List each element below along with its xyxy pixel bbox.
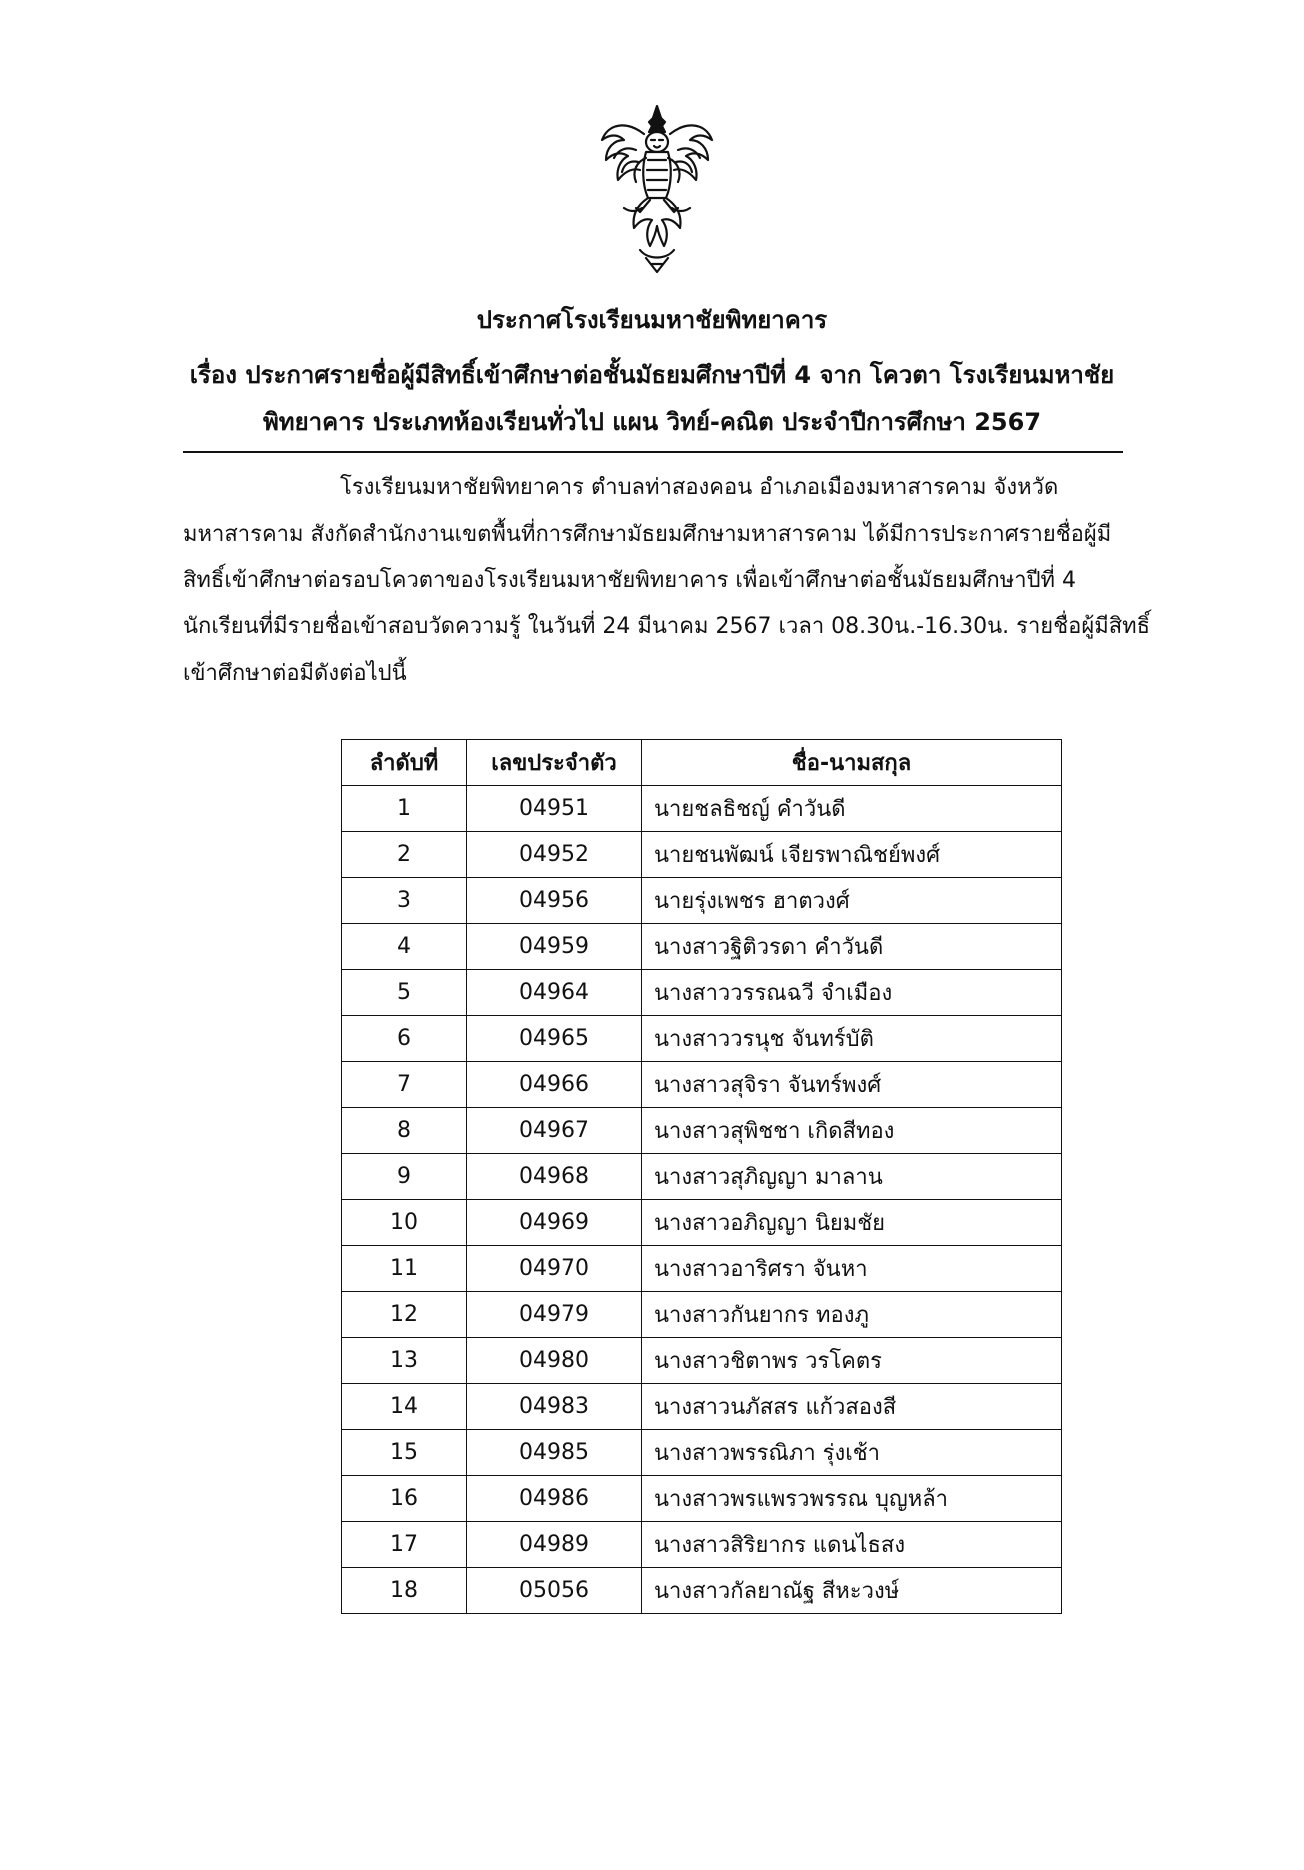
cell-order: 6 (342, 1016, 467, 1062)
column-header-student-id: เลขประจำตัว (467, 740, 642, 786)
cell-student-id: 04970 (467, 1246, 642, 1292)
cell-full-name: นางสาวพรรณิภา รุ่งเช้า (642, 1430, 1062, 1476)
announcement-title: ประกาศโรงเรียนมหาชัยพิทยาคาร (476, 306, 828, 334)
body-paragraph-line: มหาสารคาม สังกัดสำนักงานเขตพื้นที่การศึกษามัธยมศึกษามหาสารคาม ได้มีการประกาศรายชื่อผู้มี (183, 522, 1112, 547)
cell-order: 13 (342, 1338, 467, 1384)
table-row (342, 786, 1062, 832)
cell-full-name: นางสาวฐิติวรดา คำวันดี (642, 924, 1062, 970)
cell-student-id: 04969 (467, 1200, 642, 1246)
cell-full-name: นางสาวนภัสสร แก้วสองสี (642, 1384, 1062, 1430)
table-row (342, 1338, 1062, 1384)
cell-full-name: นางสาวกันยากร ทองภู (642, 1292, 1062, 1338)
cell-student-id: 04968 (467, 1154, 642, 1200)
cell-student-id: 04956 (467, 878, 642, 924)
cell-student-id: 04979 (467, 1292, 642, 1338)
cell-student-id: 04951 (467, 786, 642, 832)
table-row (342, 1016, 1062, 1062)
cell-student-id: 04983 (467, 1384, 642, 1430)
cell-order: 14 (342, 1384, 467, 1430)
cell-full-name: นางสาวพรแพรวพรรณ บุญหล้า (642, 1476, 1062, 1522)
cell-order: 15 (342, 1430, 467, 1476)
table-row (342, 924, 1062, 970)
cell-full-name: นางสาวสุพิชชา เกิดสีทอง (642, 1108, 1062, 1154)
body-paragraph-line: สิทธิ์เข้าศึกษาต่อรอบโควตาของโรงเรียนมหาชัยพิทยาคาร เพื่อเข้าศึกษาต่อชั้นมัธยมศึกษาปีที่ 4 (183, 568, 1077, 593)
body-paragraph-line: เข้าศึกษาต่อมีดังต่อไปนี้ (183, 661, 407, 686)
table-row (342, 1200, 1062, 1246)
cell-student-id: 04986 (467, 1476, 642, 1522)
cell-full-name: นางสาววรรณฉวี จำเมือง (642, 970, 1062, 1016)
cell-student-id: 04966 (467, 1062, 642, 1108)
cell-full-name: นางสาวกัลยาณัฐ สีหะวงษ์ (642, 1568, 1062, 1614)
cell-order: 3 (342, 878, 467, 924)
cell-student-id: 04967 (467, 1108, 642, 1154)
cell-full-name: นายชนพัฒน์ เจียรพาณิชย์พงศ์ (642, 832, 1062, 878)
cell-full-name: นายชลธิชญ์ คำวันดี (642, 786, 1062, 832)
student-list-table (341, 739, 1062, 1614)
cell-order: 17 (342, 1522, 467, 1568)
cell-full-name: นางสาววรนุช จันทร์บัติ (642, 1016, 1062, 1062)
cell-full-name: นางสาวสิริยากร แดนไธสง (642, 1522, 1062, 1568)
cell-order: 9 (342, 1154, 467, 1200)
cell-order: 12 (342, 1292, 467, 1338)
cell-order: 4 (342, 924, 467, 970)
announcement-subject-line-2: พิทยาคาร ประเภทห้องเรียนทั่วไป แผน วิทย์-คณิต ประจำปีการศึกษา 2567 (262, 408, 1042, 436)
cell-order: 8 (342, 1108, 467, 1154)
cell-full-name: นางสาวสุจิรา จันทร์พงศ์ (642, 1062, 1062, 1108)
table-row (342, 1522, 1062, 1568)
column-header-full-name: ชื่อ-นามสกุล (642, 740, 1062, 786)
cell-order: 1 (342, 786, 467, 832)
cell-student-id: 04985 (467, 1430, 642, 1476)
cell-order: 16 (342, 1476, 467, 1522)
cell-full-name: นางสาวอภิญญา นิยมชัย (642, 1200, 1062, 1246)
cell-student-id: 05056 (467, 1568, 642, 1614)
cell-full-name: นายรุ่งเพชร ฮาตวงศ์ (642, 878, 1062, 924)
cell-order: 18 (342, 1568, 467, 1614)
cell-student-id: 04980 (467, 1338, 642, 1384)
announcement-subject-line-1: เรื่อง ประกาศรายชื่อผู้มีสิทธิ์เข้าศึกษาต่อชั้นมัธยมศึกษาปีที่ 4 จาก โควตา โรงเรียนมหาชัย (189, 361, 1115, 389)
table-row (342, 1062, 1062, 1108)
column-header-order: ลำดับที่ (342, 740, 467, 786)
cell-student-id: 04952 (467, 832, 642, 878)
cell-order: 7 (342, 1062, 467, 1108)
cell-order: 10 (342, 1200, 467, 1246)
garuda-emblem-icon (596, 100, 718, 278)
cell-student-id: 04964 (467, 970, 642, 1016)
cell-full-name: นางสาวสุภิญญา มาลาน (642, 1154, 1062, 1200)
cell-full-name: นางสาวอาริศรา จันหา (642, 1246, 1062, 1292)
table-row (342, 832, 1062, 878)
body-paragraph-line: โรงเรียนมหาชัยพิทยาคาร ตำบลท่าสองคอน อำเภอเมืองมหาสารคาม จังหวัด (340, 475, 1059, 500)
cell-student-id: 04965 (467, 1016, 642, 1062)
table-row (342, 1568, 1062, 1614)
table-row (342, 878, 1062, 924)
table-row (342, 1384, 1062, 1430)
table-row (342, 1292, 1062, 1338)
table-header-row (342, 740, 1062, 786)
cell-order: 5 (342, 970, 467, 1016)
table-row (342, 1108, 1062, 1154)
table-row (342, 1154, 1062, 1200)
table-row (342, 970, 1062, 1016)
cell-student-id: 04989 (467, 1522, 642, 1568)
table-row (342, 1246, 1062, 1292)
cell-order: 2 (342, 832, 467, 878)
title-divider (183, 451, 1123, 453)
cell-order: 11 (342, 1246, 467, 1292)
table-row (342, 1476, 1062, 1522)
cell-full-name: นางสาวชิตาพร วรโคตร (642, 1338, 1062, 1384)
body-paragraph-line: นักเรียนที่มีรายชื่อเข้าสอบวัดความรู้ ในวันที่ 24 มีนาคม 2567 เวลา 08.30น.-16.30น. รายชื่อผู้มีสิทธิ์ (183, 614, 1151, 639)
cell-student-id: 04959 (467, 924, 642, 970)
table-row (342, 1430, 1062, 1476)
